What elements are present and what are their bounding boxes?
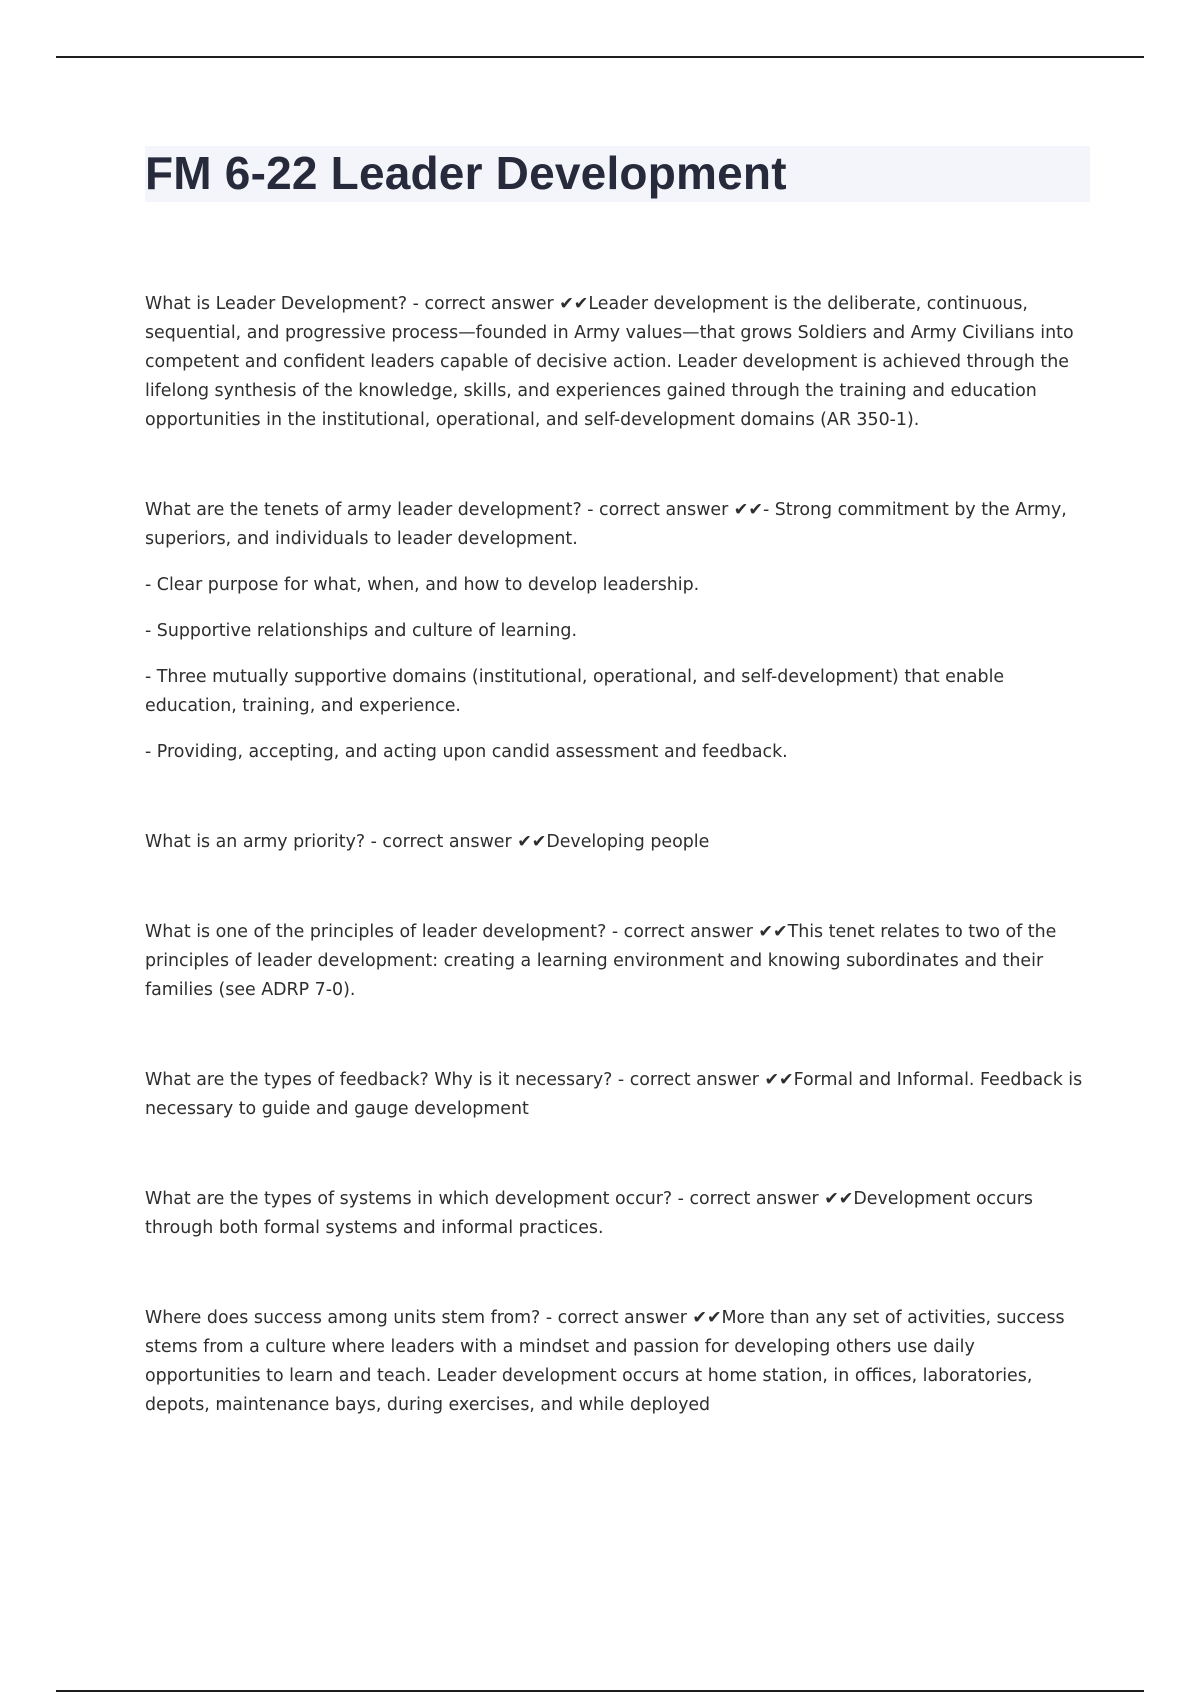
qa-paragraph bbox=[145, 496, 1090, 554]
question-text: What are the tenets of army leader development? bbox=[145, 500, 582, 520]
answer-text: Development occurs through both formal systems and informal practices. bbox=[145, 1189, 1033, 1238]
answer-text: - Strong commitment by the Army, superiors, and individuals to leader development. bbox=[145, 500, 1067, 549]
checkmark-icon: ✔✔ bbox=[758, 922, 788, 942]
qa-paragraph bbox=[145, 828, 1090, 857]
top-divider bbox=[56, 56, 1144, 58]
answer-text: Leader development is the deliberate, continuous, sequential, and progressive process—founded in Army values—that grows Soldiers and Army Civilians into competent and confident leaders capable of decisive action. Leader development is achieved through the lifelong synthesis of the knowledge, skills, and experiences gained through the training and education opportunities in the institutional, operational, and self-development domains (AR 350-1). bbox=[145, 294, 1074, 430]
answer-text: Formal and Informal. Feedback is necessary to guide and gauge development bbox=[145, 1070, 1083, 1119]
qa-item bbox=[145, 918, 1090, 1005]
page-title: FM 6-22 Leader Development bbox=[145, 147, 787, 199]
checkmark-icon: ✔✔ bbox=[824, 1189, 854, 1209]
answer-separator: - correct answer bbox=[365, 832, 518, 852]
question-text: What are the types of systems in which development occur? bbox=[145, 1189, 673, 1209]
answer-separator: - correct answer bbox=[612, 1070, 765, 1090]
qa-item bbox=[145, 496, 1090, 767]
question-text: Where does success among units stem from? bbox=[145, 1308, 541, 1328]
answer-separator: - correct answer bbox=[606, 922, 759, 942]
qa-paragraph bbox=[145, 1066, 1090, 1124]
qa-paragraph bbox=[145, 1304, 1090, 1420]
qa-item bbox=[145, 290, 1090, 435]
tenet-line: - Providing, accepting, and acting upon candid assessment and feedback. bbox=[145, 742, 788, 762]
checkmark-icon: ✔✔ bbox=[692, 1308, 722, 1328]
qa-paragraph bbox=[145, 1185, 1090, 1243]
qa-paragraph bbox=[145, 918, 1090, 1005]
answer-separator: - correct answer bbox=[407, 294, 560, 314]
checkmark-icon: ✔✔ bbox=[764, 1070, 794, 1090]
question-text: What are the types of feedback? Why is it necessary? bbox=[145, 1070, 613, 1090]
qa-item bbox=[145, 828, 1090, 857]
bottom-divider bbox=[56, 1690, 1144, 1692]
question-text: What is Leader Development? bbox=[145, 294, 408, 314]
checkmark-icon: ✔✔ bbox=[733, 500, 763, 520]
answer-text: This tenet relates to two of the principles of leader development: creating a learning environment and knowing subordinates and their families (see ADRP 7-0). bbox=[145, 922, 1057, 1000]
qa-item bbox=[145, 1185, 1090, 1243]
checkmark-icon: ✔✔ bbox=[559, 294, 589, 314]
answer-text: Developing people bbox=[546, 832, 710, 852]
tenet-line: - Supportive relationships and culture of learning. bbox=[145, 621, 577, 641]
answer-separator: - correct answer bbox=[581, 500, 734, 520]
answer-text: More than any set of activities, success stems from a culture where leaders with a mindset and passion for developing others use daily opportunities to learn and teach. Leader development occurs at home station, in offices, laboratories, depots, maintenance bays, during exercises, and while deployed bbox=[145, 1308, 1065, 1415]
qa-item bbox=[145, 1066, 1090, 1124]
checkmark-icon: ✔✔ bbox=[517, 832, 547, 852]
tenet-line: - Clear purpose for what, when, and how to develop leadership. bbox=[145, 575, 700, 595]
qa-item bbox=[145, 1304, 1090, 1420]
qa-content bbox=[145, 290, 1090, 1481]
answer-separator: - correct answer bbox=[540, 1308, 693, 1328]
question-text: What is an army priority? bbox=[145, 832, 366, 852]
question-text: What is one of the principles of leader development? bbox=[145, 922, 607, 942]
qa-paragraph bbox=[145, 290, 1090, 435]
tenet-line: - Three mutually supportive domains (institutional, operational, and self-development) that enable education, training, and experience. bbox=[145, 667, 1005, 716]
answer-separator: - correct answer bbox=[672, 1189, 825, 1209]
